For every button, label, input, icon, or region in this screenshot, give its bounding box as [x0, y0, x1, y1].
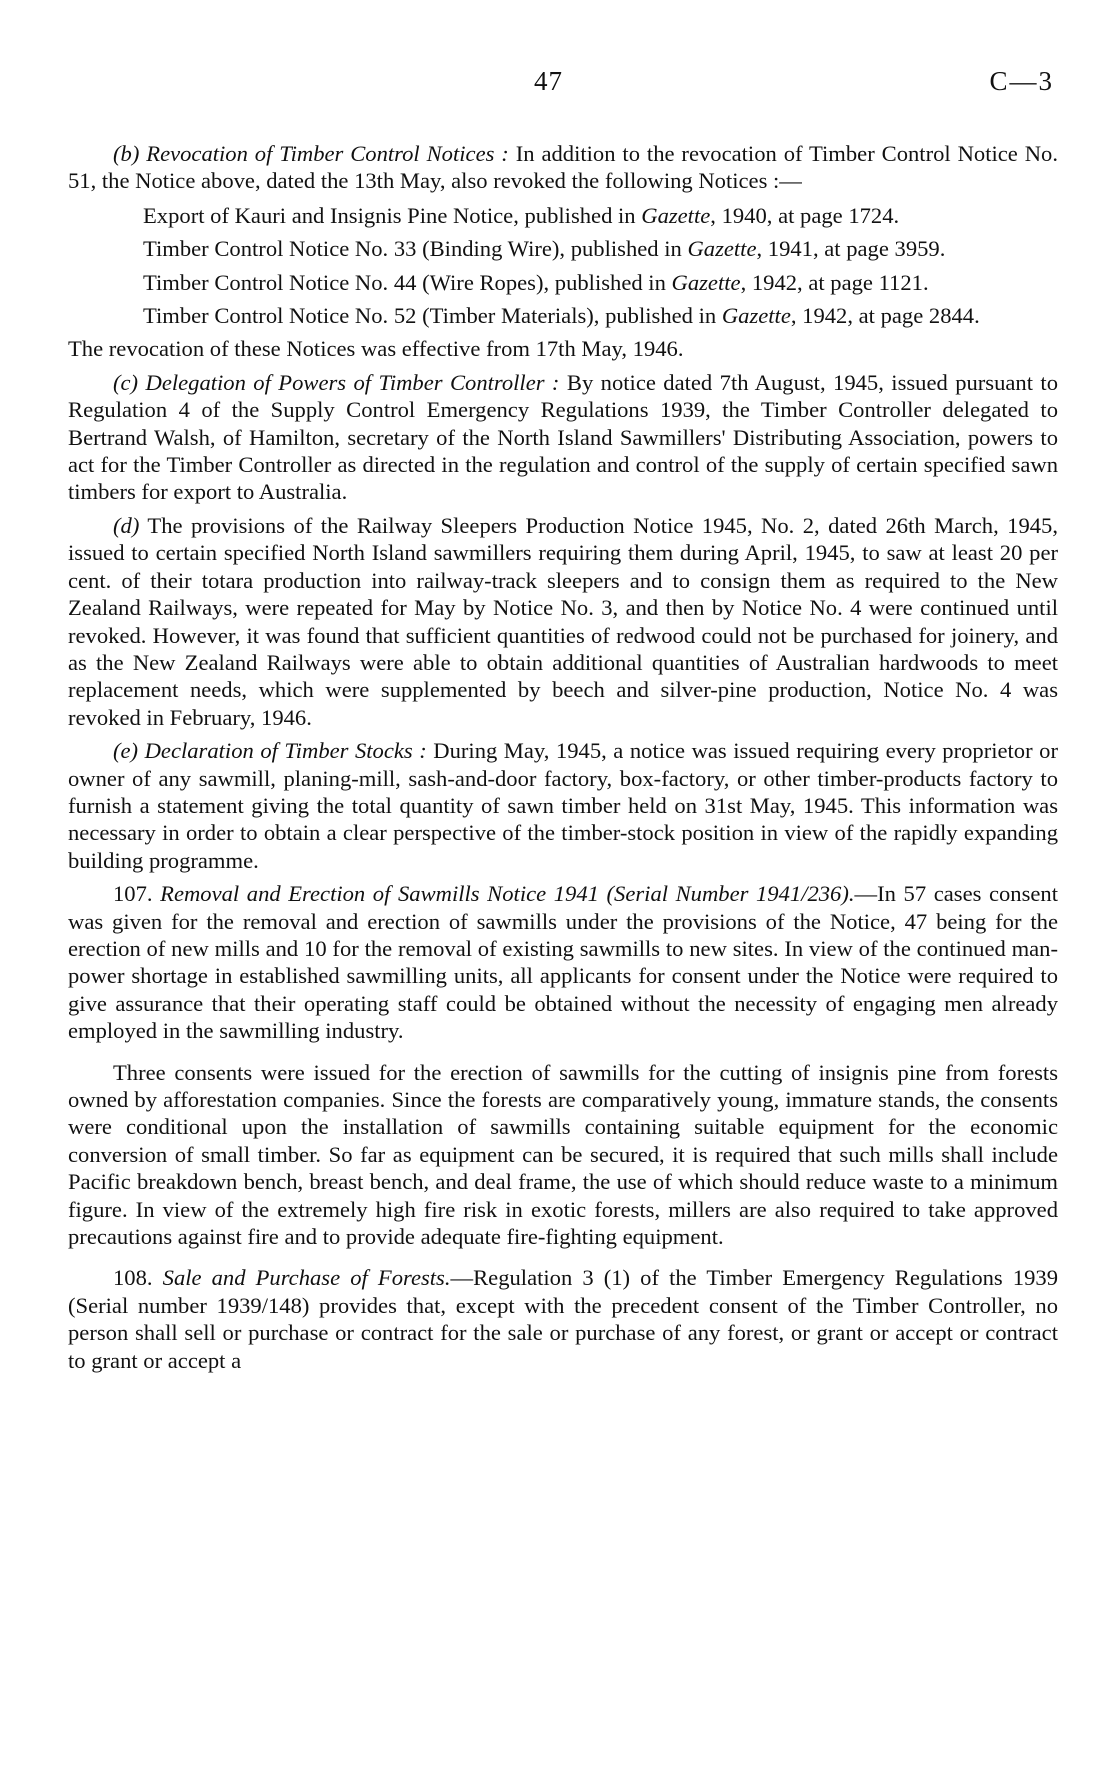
list-item: [68, 202, 1058, 229]
paragraph-e-text: During May, 1945, a notice was issued requiring every proprietor or owner of any sawmill, planing-mill, sash-and-door factory, box-factory, or other timber-products factory to furnish a statement giving the total quantity of sawn timber held on 31st May, 1945. This information was necessary in order to obtain a clear perspective of the timber-stock position in view of the rapidly expanding building programme.: [68, 738, 1058, 873]
list-item-text: Export of Kauri and Insignis Pine Notice, published in: [143, 202, 642, 228]
paragraph-c-label: (c): [113, 369, 146, 395]
list-item-page: , 1942, at page 1121.: [740, 269, 929, 295]
list-item-text: Timber Control Notice No. 33 (Binding Wire), published in: [143, 236, 688, 262]
paragraph-e-label: (e): [113, 738, 145, 764]
section-108-number: 108.: [113, 1265, 163, 1291]
section-107: [68, 880, 1058, 1044]
document-body: [68, 140, 1058, 1380]
section-108: [68, 1264, 1058, 1374]
gazette-ref: Gazette: [641, 202, 711, 228]
paragraph-b: [68, 140, 1058, 195]
list-item: [68, 235, 1058, 262]
section-107-text: —In 57 cases consent was given for the removal and erection of sawmills under the provisions of the Notice, 47 being for the erection of new mills and 10 for the removal of existing sawmills to new sites. In view of the continued man-power shortage in established sawmilling units, all applicants for consent under the Notice were required to give assurance that their operating staff could be obtained without the necessity of engaging men already employed in the sawmilling industry.: [68, 881, 1059, 1044]
section-107-title: Removal and Erection of Sawmills Notice 1941 (Serial Number 1941/236).: [160, 881, 855, 907]
section-108-text: —Regulation 3 (1) of the Timber Emergency Regulations 1939 (Serial number 1939/148) provides that, except with the precedent consent of the Timber Controller, no person shall sell or purchase or contract for the sale or purchase of any forest, or grant or accept or contract to grant or accept a: [68, 1265, 1058, 1373]
paragraph-e: [68, 737, 1058, 874]
list-item-page: , 1942, at page 2844.: [790, 303, 980, 329]
section-108-title: Sale and Purchase of Forests.: [162, 1265, 451, 1291]
paragraph-e-title: Declaration of Timber Stocks :: [144, 738, 427, 764]
list-item: [68, 269, 1058, 296]
page-number: 47: [534, 66, 563, 96]
gazette-ref: Gazette: [721, 303, 791, 329]
paragraph-b-title: Revocation of Timber Control Notices :: [146, 141, 509, 166]
revoked-notices-list: [68, 202, 1058, 330]
paragraph-d: [68, 512, 1058, 731]
document-reference: C—3: [989, 66, 1054, 96]
paragraph-d-text: The provisions of the Railway Sleepers Production Notice 1945, No. 2, dated 26th March, 1945, issued to certain specified North Island sawmillers requiring them during April, 1945, to saw at least 20 per cent. of their totara production into railway-track sleepers and to consign them as required to the New Zealand Railways, were repeated for May by Notice No. 3, and then by Notice No. 4 were continued until revoked. However, it was found that sufficient quantities of redwood could not be purchased for joinery, and as the New Zealand Railways were able to obtain additional quantities of Australian hardwoods to meet replacement needs, which were supplemented by beech and silver-pine production, Notice No. 4 was revoked in February, 1946.: [68, 512, 1058, 730]
paragraph-c: [68, 369, 1058, 506]
list-item-text: Timber Control Notice No. 52 (Timber Materials), published in: [143, 303, 722, 329]
section-107-continued: Three consents were issued for the erection of sawmills for the cutting of insignis pine from forests owned by afforestation companies. Since the forests are comparatively young, immature stands, the consents were conditional upon the installation of sawmills containing suitable equipment for the economic conversion of small timber. So far as equipment can be secured, it is required that such mills shall include Pacific breakdown bench, breast bench, and deal frame, the use of which should reduce waste to a minimum figure. In view of the extremely high fire risk in exotic forests, millers are also required to take approved precautions against fire and to provide adequate fire-fighting equipment.: [68, 1059, 1058, 1250]
page-header: [0, 66, 1114, 106]
revocation-effective-note: The revocation of these Notices was effective from 17th May, 1946.: [68, 336, 684, 362]
list-item-text: Timber Control Notice No. 44 (Wire Ropes), published in: [143, 269, 672, 295]
paragraph-c-text: By notice dated 7th August, 1945, issued pursuant to Regulation 4 of the Supply Control Emergency Regulations 1939, the Timber Controller delegated to Bertrand Walsh, of Hamilton, secretary of the North Island Sawmillers' Distributing Association, powers to act for the Timber Controller as directed in the regulation and control of the supply of certain specified sawn timbers for export to Australia.: [68, 369, 1058, 505]
list-item-page: , 1941, at page 3959.: [756, 236, 946, 262]
paragraph-b-text: In addition to the revocation of Timber Control Notice No. 51, the Notice above, dated the 13th May, also revoked the following Notices :—: [68, 141, 1058, 194]
paragraph-d-label: (d): [113, 512, 140, 538]
paragraph-c-title: Delegation of Powers of Timber Controller :: [145, 369, 560, 395]
paragraph-b-label: (b): [113, 141, 147, 166]
gazette-ref: Gazette: [671, 269, 741, 295]
gazette-ref: Gazette: [687, 236, 757, 262]
list-item-page: , 1940, at page 1724.: [710, 202, 900, 228]
list-item: [68, 302, 1058, 329]
section-107-number: 107.: [113, 881, 161, 907]
